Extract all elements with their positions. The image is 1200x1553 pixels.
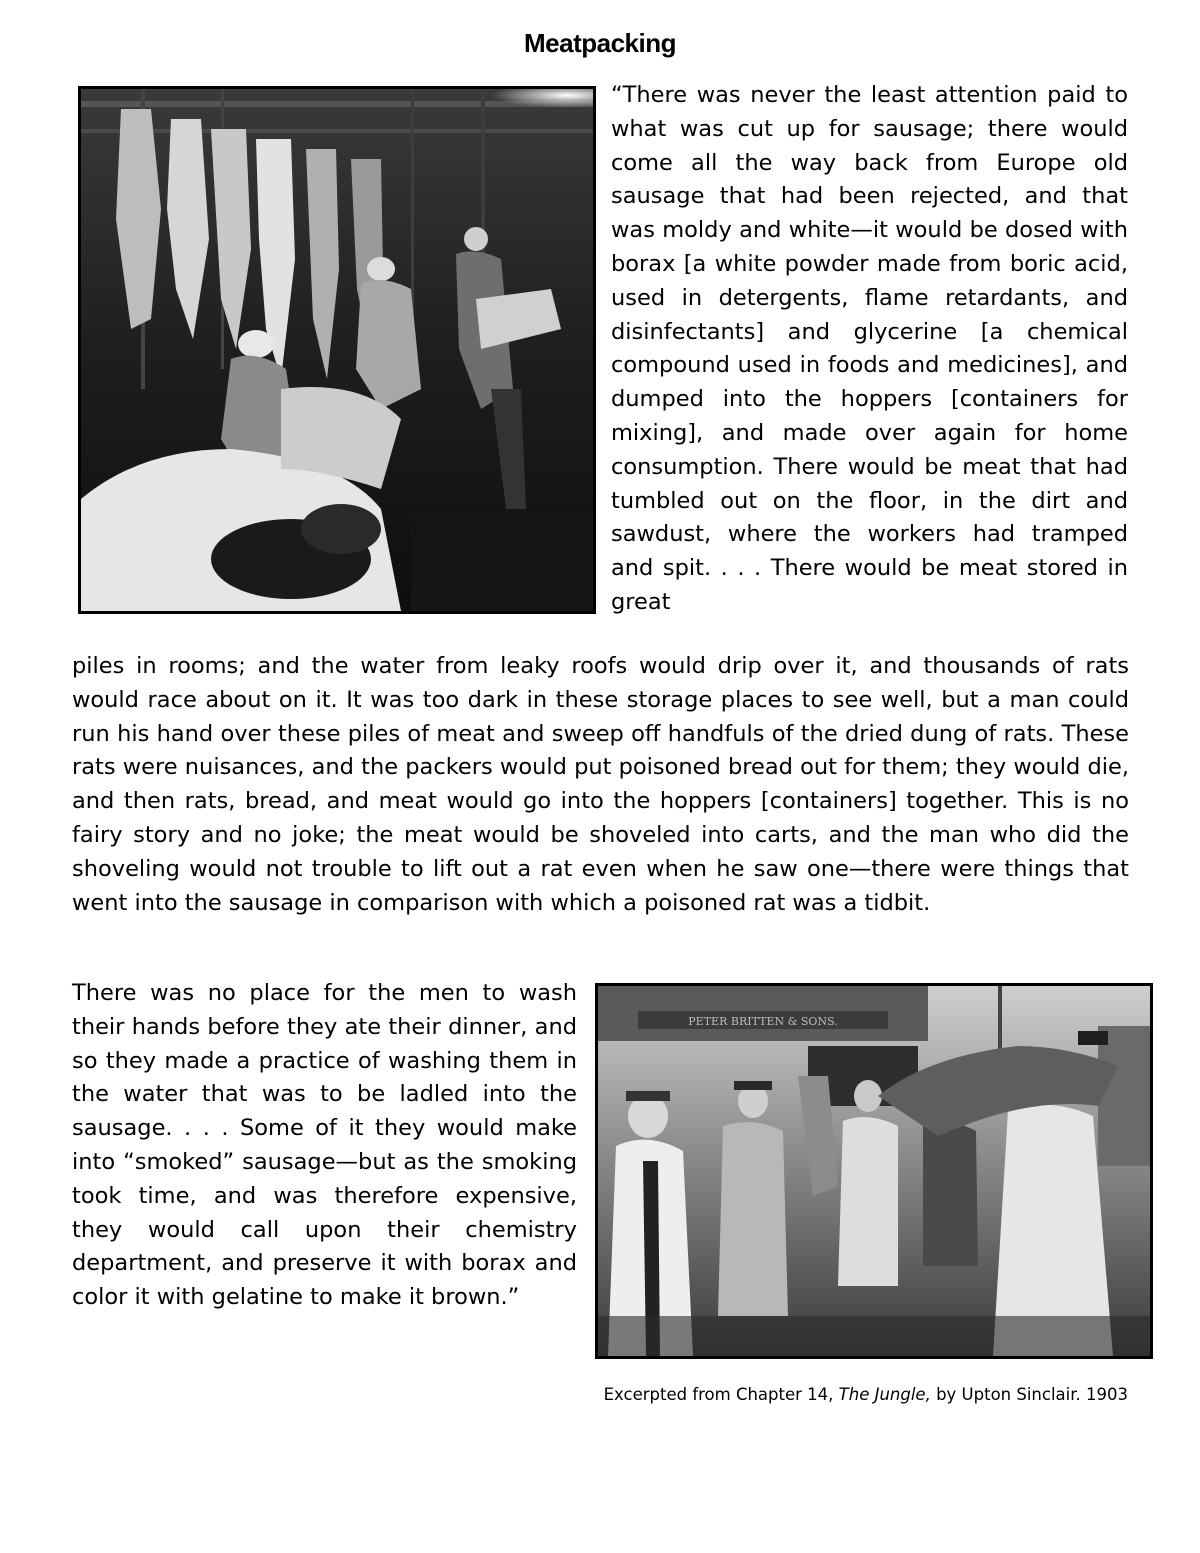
storefront-sign: PETER BRITTEN & SONS. bbox=[688, 1015, 838, 1028]
caption-prefix: Excerpted from Chapter 14, bbox=[603, 1385, 839, 1404]
excerpt-paragraph-1-wrap: “There was never the least attention paid to what was cut up for sausage; there would come all the way back from Europe old sausage that had been rejected, and that was moldy and white—it would be dosed with borax [a white powder made from boric acid, used in detergents, flame retardants, and disinfectants] and glycerine [a chemical compound used in foods and medicines], and dumped into the hoppers [containers for mixing], and made over again for home consumption. There would be meat that had tumbled out on the floor, in the dirt and sawdust, where the workers had tramped and spit. . . . There would be meat stored in great bbox=[611, 82, 1128, 615]
excerpt-paragraph-2: There was no place for the men to wash their hands before they ate their dinner, and so they made a practice of washing them in the water that was to be ladled into the sausage. . . . Some of it they would make into “smoked” sausage—but as the smoking took time, and was therefore expensive, they would call upon their chemistry department, and preserve it with borax and color it with gelatine to make it brown.” bbox=[72, 980, 577, 1311]
excerpt-paragraph-1-full: piles in rooms; and the water from leaky roofs would drip over it, and thousands of rats would race about on it. It was too dark in these storage places to see well, but a man could run his hand over these piles of meat and sweep off handfuls of the dried dung of rats. These rats were nuisances, and the packers would put poisoned bread out for them; they would die, and then rats, bread, and meat would go into the hoppers [containers] together. This is no fairy story and no joke; the meat would be shoveled into carts, and the man who did the shoveling would not trouble to lift out a rat even when he saw one—there were things that went into the sausage in comparison with which a poisoned rat was a tidbit. bbox=[72, 653, 1129, 916]
source-caption bbox=[604, 1385, 1128, 1404]
meatpacking-workers-photo bbox=[78, 86, 596, 614]
caption-suffix: by Upton Sinclair. 1903 bbox=[930, 1385, 1128, 1404]
page-title: Meatpacking bbox=[524, 28, 676, 58]
meat-workers-street-photo bbox=[595, 983, 1153, 1359]
caption-book-title: The Jungle, bbox=[838, 1385, 931, 1404]
